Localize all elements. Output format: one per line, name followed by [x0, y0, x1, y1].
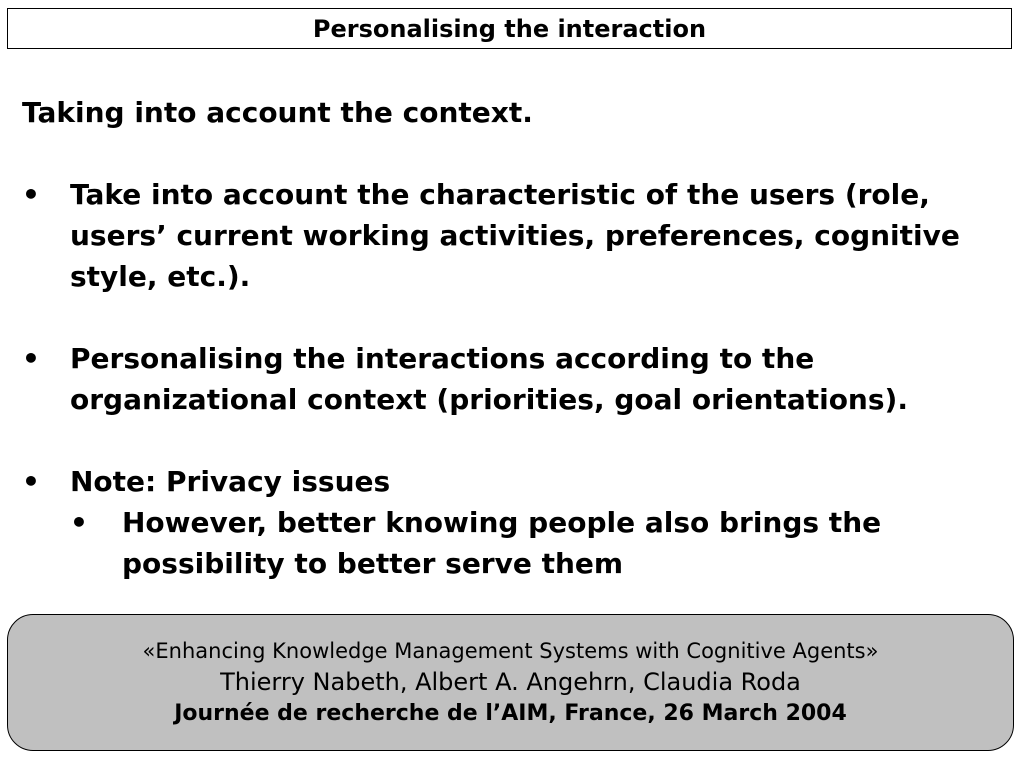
bullet-marker: •	[22, 465, 40, 498]
bullet-text: Note: Privacy issues	[70, 465, 391, 498]
bullet-item-3	[22, 461, 1002, 502]
bullet-marker: •	[22, 342, 40, 375]
bullet-text: Take into account the characteristic of the users (role, users’ current working activities, preferences, cognitive style, etc.).	[70, 178, 960, 293]
bullet-item-1	[22, 174, 1002, 297]
bullet-text: Personalising the interactions according to the organizational context (priorities, goal orientations).	[70, 342, 908, 416]
footer-event: Journée de recherche de l’AIM, France, 26 March 2004	[174, 700, 847, 726]
sub-bullet-marker: •	[70, 506, 88, 539]
spacer	[22, 420, 1002, 461]
sub-bullet-item	[22, 502, 1002, 584]
slide-title-box	[7, 8, 1012, 49]
footer-authors: Thierry Nabeth, Albert A. Angehrn, Claudia Roda	[220, 667, 801, 696]
slide-title: Personalising the interaction	[312, 14, 707, 43]
footer-citation-box	[7, 614, 1014, 751]
lead-text: Taking into account the context.	[22, 96, 533, 129]
bullet-item-2	[22, 338, 1002, 420]
slide-content	[22, 92, 1002, 584]
footer-paper-title: «Enhancing Knowledge Management Systems with Cognitive Agents»	[142, 638, 879, 663]
spacer	[22, 133, 1002, 174]
bullet-marker: •	[22, 178, 40, 211]
sub-bullet-text: However, better knowing people also brings the possibility to better serve them	[122, 506, 882, 580]
spacer	[22, 297, 1002, 338]
